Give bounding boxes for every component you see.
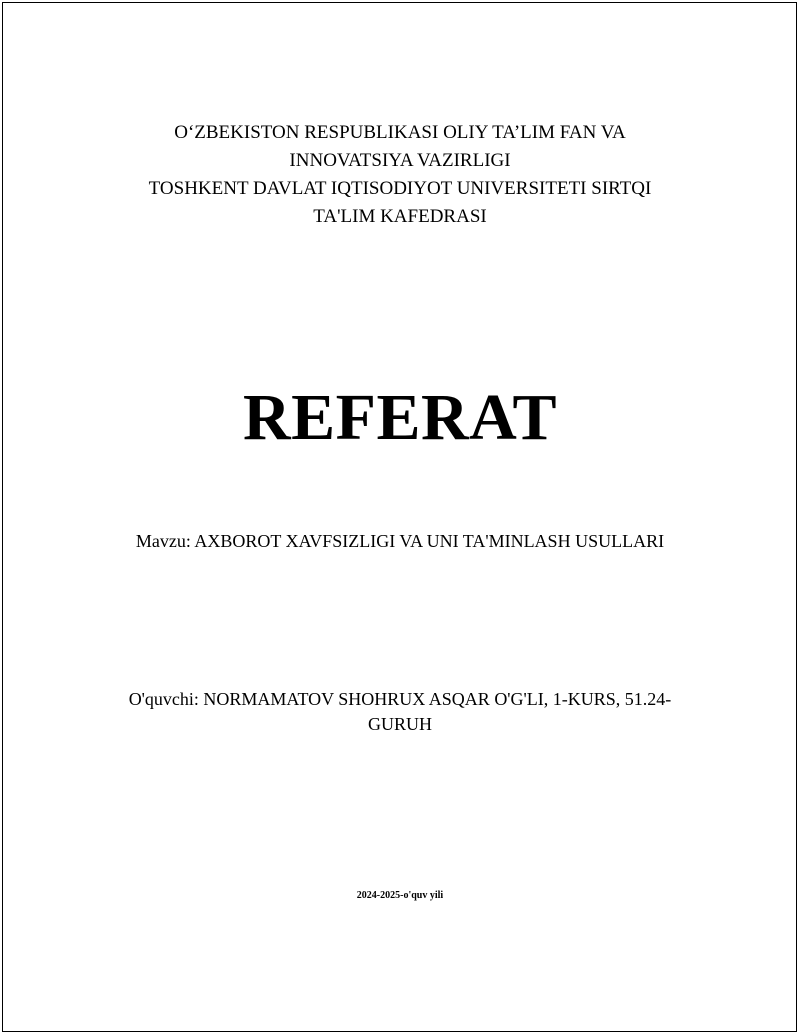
academic-year: 2024-2025-o'quv yili: [356, 890, 444, 901]
student-line: GURUH: [367, 714, 432, 734]
student-line: O'quvchi: NORMAMATOV SHOHRUX ASQAR O'G'LI, 1-KURS, 51.24-: [128, 689, 672, 709]
document-title: REFERAT: [243, 381, 557, 454]
header-line: TOSHKENT DAVLAT IQTISODIYOT UNIVERSITETI SIRTQI: [148, 178, 652, 199]
topic-line: Mavzu: AXBOROT XAVFSIZLIGI VA UNI TA'MINLASH USULLARI: [135, 531, 665, 551]
institution-header: [0, 119, 800, 231]
header-line: O‘ZBEKISTON RESPUBLIKASI OLIY TA’LIM FAN VA: [174, 122, 626, 143]
header-line: INNOVATSIYA VAZIRLIGI: [289, 150, 511, 171]
student-info: [0, 687, 800, 737]
header-line: TA'LIM KAFEDRASI: [313, 206, 487, 227]
